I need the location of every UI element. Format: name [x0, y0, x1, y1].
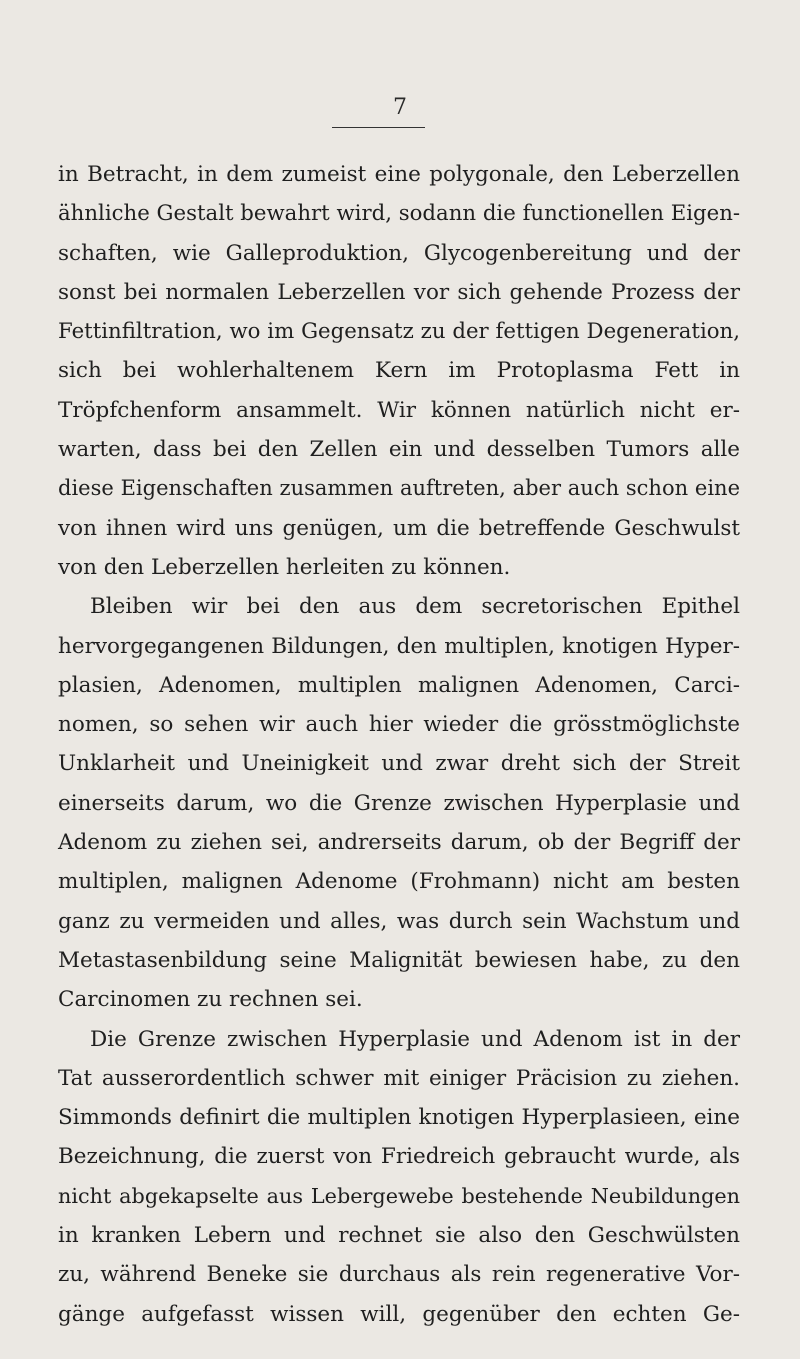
text-line: ähnliche Gestalt bewahrt wird, sodann die functionellen Eigen-: [58, 201, 741, 227]
text-line: Fettinfiltration, wo im Gegensatz zu der fettigen Degeneration,: [58, 319, 740, 345]
text-line: Unklarheit und Uneinigkeit und zwar dreht sich der Streit: [58, 751, 740, 777]
text-line: diese Eigenschaften zusammen auftreten, aber auch schon eine: [58, 476, 740, 501]
text-line: plasien, Adenomen, multiplen malignen Adenomen, Carci-: [58, 672, 740, 698]
text-line: einerseits darum, wo die Grenze zwischen Hyperplasie und: [58, 790, 740, 816]
text-line: multiplen, malignen Adenome (Frohmann) nicht am besten: [58, 869, 740, 895]
text-line: nicht abgekapselte aus Lebergewebe bestehende Neubildungen: [58, 1183, 740, 1208]
text-line: sich bei wohlerhaltenem Kern im Protoplasma Fett in: [58, 358, 740, 384]
text-line: warten, dass bei den Zellen ein und desselben Tumors alle: [58, 437, 740, 463]
text-line: von ihnen wird uns genügen, um die betreffende Geschwulst: [58, 515, 740, 541]
text-line: nomen, so sehen wir auch hier wieder die grösstmöglichste: [58, 712, 740, 738]
text-line: schaften, wie Galleproduktion, Glycogenbereitung und der: [58, 240, 740, 266]
text-line: in Betracht, in dem zumeist eine polygonale, den Leberzellen: [58, 162, 740, 187]
text-line: Metastasenbildung seine Malignität bewiesen habe, zu den: [58, 947, 740, 973]
text-line: zu, während Beneke sie durchaus als rein regenerative Vor-: [58, 1262, 740, 1288]
text-line: Die Grenze zwischen Hyperplasie und Adenom ist in der: [90, 1026, 740, 1052]
text-line: Adenom zu ziehen sei, andrerseits darum, ob der Begriff der: [58, 830, 740, 856]
text-line: Bezeichnung, die zuerst von Friedreich gebraucht wurde, als: [58, 1144, 740, 1170]
text-line: ganz zu vermeiden und alles, was durch sein Wachstum und: [58, 908, 740, 934]
page-number: 7: [393, 95, 407, 120]
text-line: Bleiben wir bei den aus dem secretorischen Epithel: [90, 594, 740, 620]
text-line: gänge aufgefasst wissen will, gegenüber den echten Ge-: [58, 1301, 740, 1327]
body-text: [58, 155, 740, 1334]
text-line: Carcinomen zu rechnen sei.: [58, 987, 363, 1013]
text-line: in kranken Lebern und rechnet sie also den Geschwülsten: [58, 1223, 740, 1249]
text-line: Tröpfchenform ansammelt. Wir können natürlich nicht er-: [58, 397, 740, 423]
text-line: hervorgegangenen Bildungen, den multiplen, knotigen Hyper-: [58, 633, 740, 659]
text-line: Tat ausserordentlich schwer mit einiger Präcision zu ziehen.: [58, 1065, 740, 1091]
text-line: Simmonds definirt die multiplen knotigen Hyperplasieen, eine: [58, 1105, 740, 1131]
text-line: sonst bei normalen Leberzellen vor sich gehende Prozess der: [58, 279, 740, 305]
page-number-rule: [332, 127, 425, 128]
text-line: von den Leberzellen herleiten zu können.: [58, 554, 511, 580]
